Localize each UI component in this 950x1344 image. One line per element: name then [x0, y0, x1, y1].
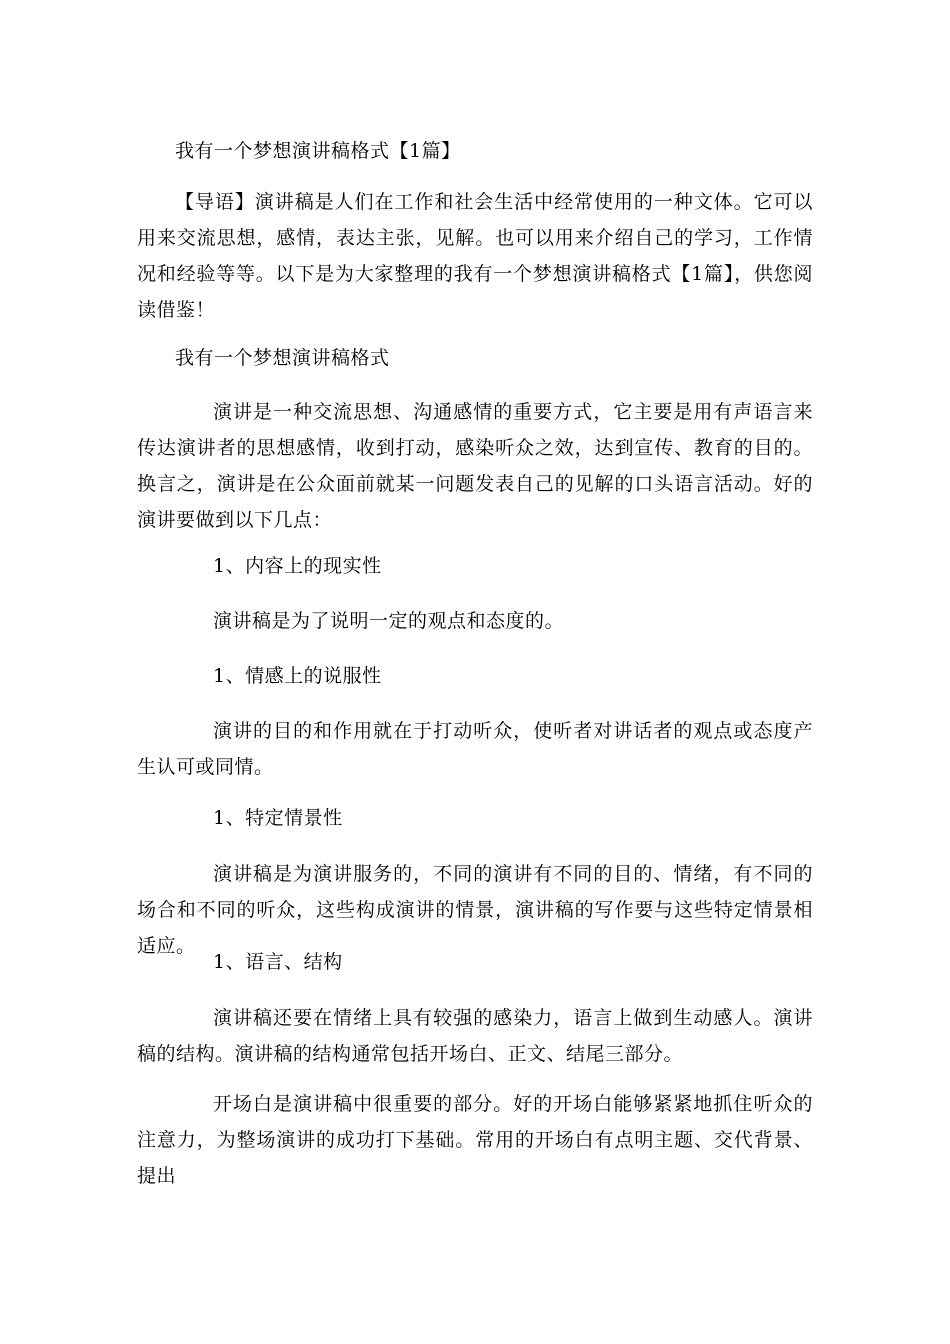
body-paragraph: 演讲稿还要在情绪上具有较强的感染力，语言上做到生动感人。演讲稿的结构。演讲稿的结构通常包括开场白、正文、结尾三部分。 — [137, 1007, 813, 1065]
section-subtitle: 我有一个梦想演讲稿格式 — [175, 347, 390, 369]
list-heading: 1、特定情景性 — [213, 807, 343, 829]
document-title: 我有一个梦想演讲稿格式【1篇】 — [175, 140, 461, 162]
intro-paragraph: 【导语】演讲稿是人们在工作和社会生活中经常使用的一种文体。它可以用来交流思想，感情，表达主张，见解。也可以用来介绍自己的学习，工作情况和经验等等。以下是为大家整理的我有一个梦想演讲稿格式【1篇】，供您阅读借鉴！ — [137, 191, 813, 321]
list-heading: 1、内容上的现实性 — [213, 555, 382, 577]
body-paragraph: 演讲稿是为演讲服务的，不同的演讲有不同的目的、情绪，有不同的场合和不同的听众，这些构成演讲的情景，演讲稿的写作要与这些特定情景相适应。 — [137, 863, 813, 957]
body-paragraph: 开场白是演讲稿中很重要的部分。好的开场白能够紧紧地抓住听众的注意力，为整场演讲的成功打下基础。常用的开场白有点明主题、交代背景、提出 — [137, 1093, 813, 1187]
list-heading: 1、情感上的说服性 — [213, 665, 382, 687]
body-paragraph: 演讲是一种交流思想、沟通感情的重要方式，它主要是用有声语言来传达演讲者的思想感情，收到打动，感染听众之效，达到宣传、教育的目的。换言之，演讲是在公众面前就某一问题发表自己的见解的口头语言活动。好的演讲要做到以下几点： — [137, 401, 813, 531]
body-paragraph: 演讲的目的和作用就在于打动听众，使听者对讲话者的观点或态度产生认可或同情。 — [137, 720, 813, 778]
list-heading: 1、语言、结构 — [213, 951, 343, 973]
body-paragraph: 演讲稿是为了说明一定的观点和态度的。 — [213, 610, 565, 632]
